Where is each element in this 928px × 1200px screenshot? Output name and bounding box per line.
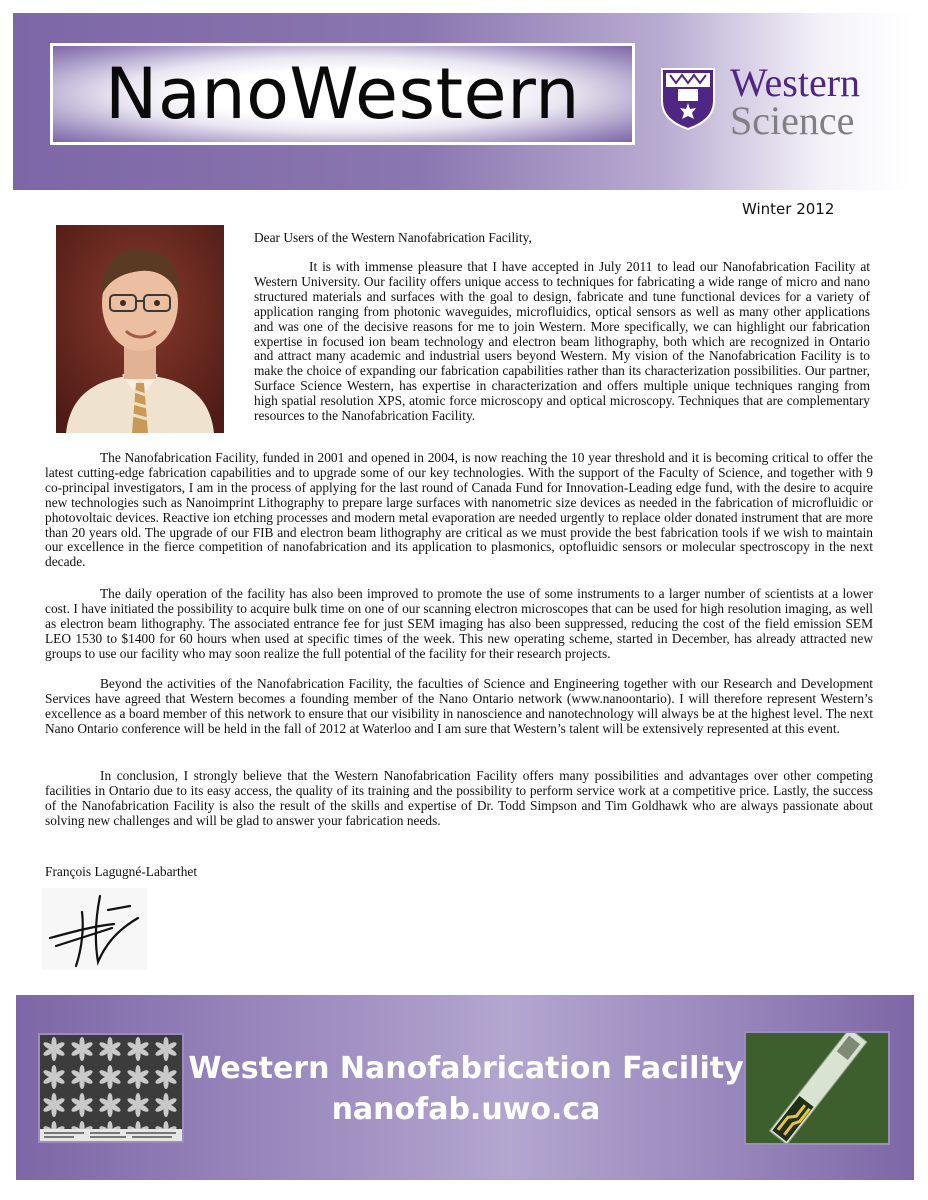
- header-banner: [13, 13, 913, 190]
- chip-photo: [746, 1033, 888, 1143]
- sem-pattern: [40, 1035, 182, 1141]
- newsletter-title: NanoWestern: [104, 53, 581, 135]
- shield-icon: [660, 67, 716, 131]
- title-box: [50, 43, 635, 145]
- portrait-image: [56, 225, 224, 433]
- letter-salutation: Dear Users of the Western Nanofabrication Facility,: [254, 230, 532, 245]
- facility-website[interactable]: nanofab.uwo.ca: [331, 1092, 601, 1127]
- letter-paragraph-2: The Nanofabrication Facility, funded in 2001 and opened in 2004, is now reaching the 10 year threshold and it is becoming critical to offer the latest cutting-edge fabrication capabilities and to upgrade some of our key technologies. With the support of the Faculty of Science, and together with 9 co-principal investigators, I am in the process of applying for the last round of Canada Fund for Innovation-Leading edge fund, with the desire to acquire new technologies such as Nanoimprint Lithography to prepare large surfaces with nanometric size devices as needed in the fabrication of microfluidic or photovoltaic devices. Reactive ion etching processes and modern metal evaporation are needed urgently to replace older donated instrument that are more than 20 years old. The upgrade of our FIB and electron beam lithography are critical as we must provide the best fabrication tools if we wish to maintain our excellence in the fierce competition of nanofabrication and its application to plasmonics, optofluidic sensors or molecular spectroscopy in the next decade.: [45, 450, 873, 570]
- footer-banner: [16, 995, 914, 1180]
- letter-paragraph-5: In conclusion, I strongly believe that the Western Nanofabrication Facility offers many possibilities and advantages over other competing facilities in Ontario due to its easy access, the quality of its training and the possibility to perform service work at a competitive price. Lastly, the success of the Nanofabrication Facility is also the result of the skills and expertise of Dr. Todd Simpson and Tim Goldhawk who are always passionate about solving new challenges and will be glad to answer your fabrication needs.: [45, 768, 873, 828]
- logo-science: Science: [730, 98, 855, 143]
- facility-name: Western Nanofabrication Facility: [188, 1051, 744, 1086]
- handwritten-signature: [42, 888, 147, 970]
- issue-season: Winter 2012: [742, 200, 835, 218]
- letter-paragraph-1: It is with immense pleasure that I have accepted in July 2011 to lead our Nanofabrication Facility at Western University. Our facility offers unique access to techniques for fabricating a wide range of micro and nano structured materials and surfaces with the goal to design, fabricate and tune functional devices for a variety of application ranging from photonic waveguides, microfluidics, optical sensors as well as many other applications and was one of the decisive reasons for me to join Western. More specifically, we can highlight our fabrication expertise in focused ion beam technology and electron beam lithography, both which are recognized in Ontario and attract many academic and industrial users beyond Western. My vision of the Nanofabrication Facility is to make the choice of expanding our fabrication capabilities rather than its characterization possibilities. Our partner, Surface Science Western, has expertise in characterization and offers multiple unique techniques ranging from high spatial resolution XPS, atomic force microscopy and optical microscopy. Techniques that are complementary resources to the Nanofabrication Facility.: [254, 259, 870, 424]
- western-science-logo: [658, 60, 888, 155]
- logo-western: Western: [730, 60, 861, 105]
- signer-name: François Lagugné-Labarthet: [45, 864, 198, 879]
- nanopattern-sem-image: [40, 1035, 182, 1141]
- device-chip-image: [746, 1033, 888, 1143]
- letter-paragraph-4: Beyond the activities of the Nanofabrication Facility, the faculties of Science and Engineering together with our Research and Development Services have agreed that Western becomes a founding member of the Nano Ontario network (www.nanoontario). I will therefore represent Western’s excellence as a board member of this network to ensure that our visibility in nanoscience and nanotechnology will always be at the highest level. The next Nano Ontario conference will be held in the fall of 2012 at Waterloo and I am sure that Western’s talent will be extensively represented at this event.: [45, 676, 873, 736]
- director-portrait: [56, 225, 224, 433]
- letter-paragraph-3: The daily operation of the facility has also been improved to promote the use of some instruments to a larger number of scientists at a lower cost. I have initiated the possibility to acquire bulk time on one of our scanning electron microscopes that can be used for high resolution imaging, as well as electron beam lithography. The associated entrance fee for just SEM imaging has also been suppressed, reducing the cost of the field emission SEM LEO 1530 to $1400 for 60 hours when used at specific times of the week. This new operating scheme, started in December, has already attracted new groups to use our facility who may soon realize the full potential of the facility for their research projects.: [45, 586, 873, 661]
